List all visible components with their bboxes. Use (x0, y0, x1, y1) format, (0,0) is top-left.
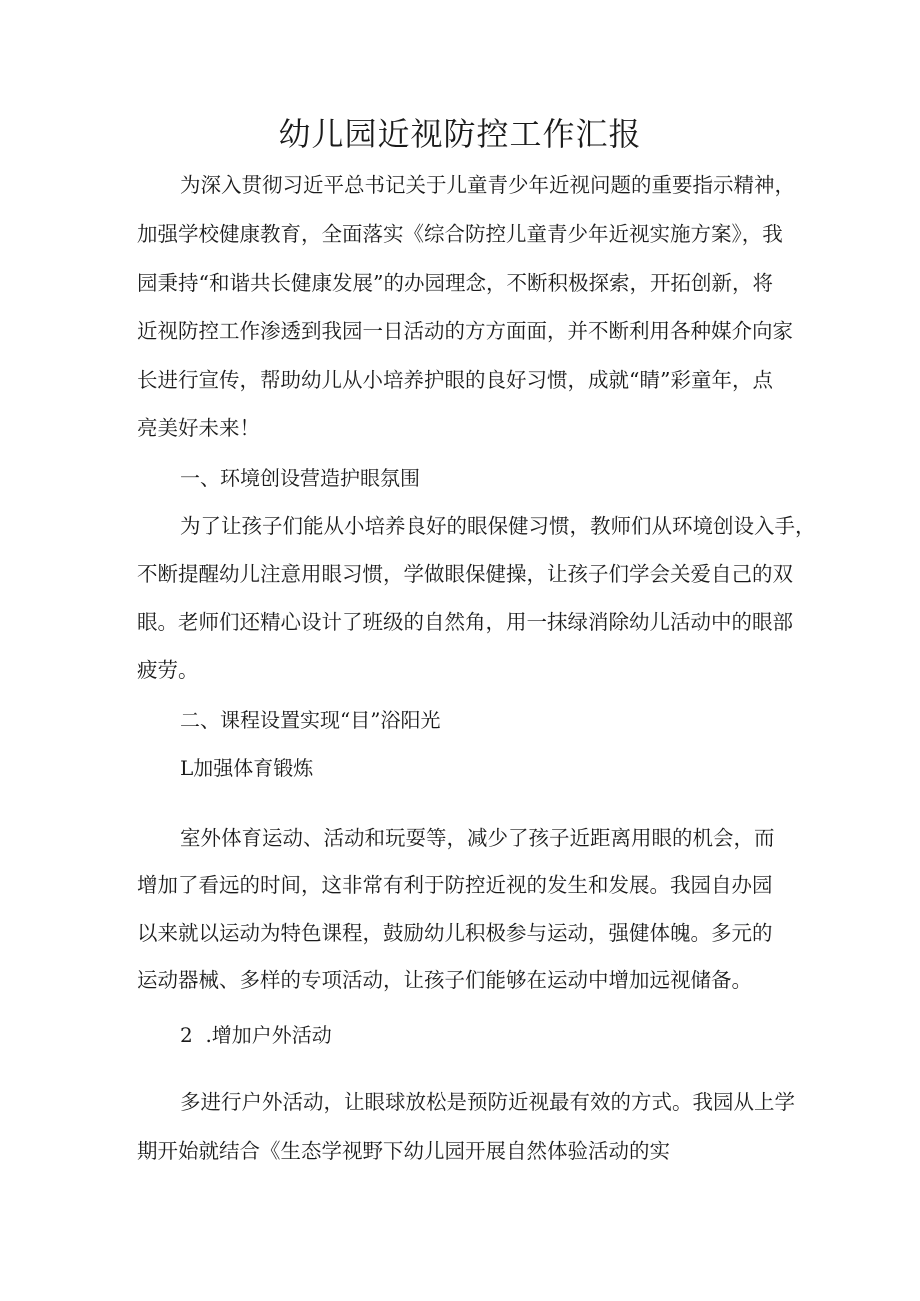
sub2-line: 多进行户外活动，让眼球放松是预防近视最有效的方式。我园从上学 (180, 1090, 795, 1114)
intro-line: 为深入贯彻习近平总书记关于儿童青少年近视问题的重要指示精神， (180, 173, 795, 197)
intro-line: 长进行宣传，帮助幼儿从小培养护眼的良好习惯，成就“睛”彩童年，点 (137, 368, 773, 392)
sub1-line: 室外体育运动、活动和玩耍等，减少了孩子近距离用眼的机会，而 (180, 826, 775, 850)
document-title: 幼儿园近视防控工作汇报 (278, 115, 642, 153)
section-heading: 二、课程设置实现“目”浴阳光 (180, 708, 441, 732)
intro-line: 加强学校健康教育，全面落实《综合防控儿童青少年近视实施方案》，我 (137, 222, 783, 246)
sub1-line: 增加了看远的时间，这非常有利于防控近视的发生和发展。我园自办园 (137, 873, 773, 897)
subsection-heading: L加强体育锻炼 (180, 756, 314, 780)
sub2-line: 期开始就结合《生态学视野下幼儿园开展自然体验活动的实 (137, 1139, 670, 1163)
section1-line: 疲劳。 (137, 658, 199, 682)
intro-line: 亮美好未来！ (137, 416, 260, 440)
subsection-heading: 2 .增加户外活动 (180, 1023, 332, 1047)
sub1-line: 运动器械、多样的专项活动，让孩子们能够在运动中增加远视储备。 (137, 968, 752, 992)
section-heading: 一、环境创设营造护眼氛围 (180, 466, 420, 490)
section1-line: 为了让孩子们能从小培养良好的眼保健习惯，教师们从环境创设入手， (180, 514, 816, 538)
sub1-line: 以来就以运动为特色课程，鼓励幼儿积极参与运动，强健体魄。多元的 (137, 921, 773, 945)
intro-line: 园秉持“和谐共长健康发展”的办园理念，不断积极探索，开拓创新，将 (137, 271, 773, 295)
section1-line: 眼。老师们还精心设计了班级的自然角，用一抹绿消除幼儿活动中的眼部 (137, 610, 793, 634)
intro-line: 近视防控工作渗透到我园一日活动的方方面面，并不断利用各种媒介向家 (137, 319, 793, 343)
section1-line: 不断提醒幼儿注意用眼习惯，学做眼保健操，让孩子们学会关爱自己的双 (137, 562, 793, 586)
